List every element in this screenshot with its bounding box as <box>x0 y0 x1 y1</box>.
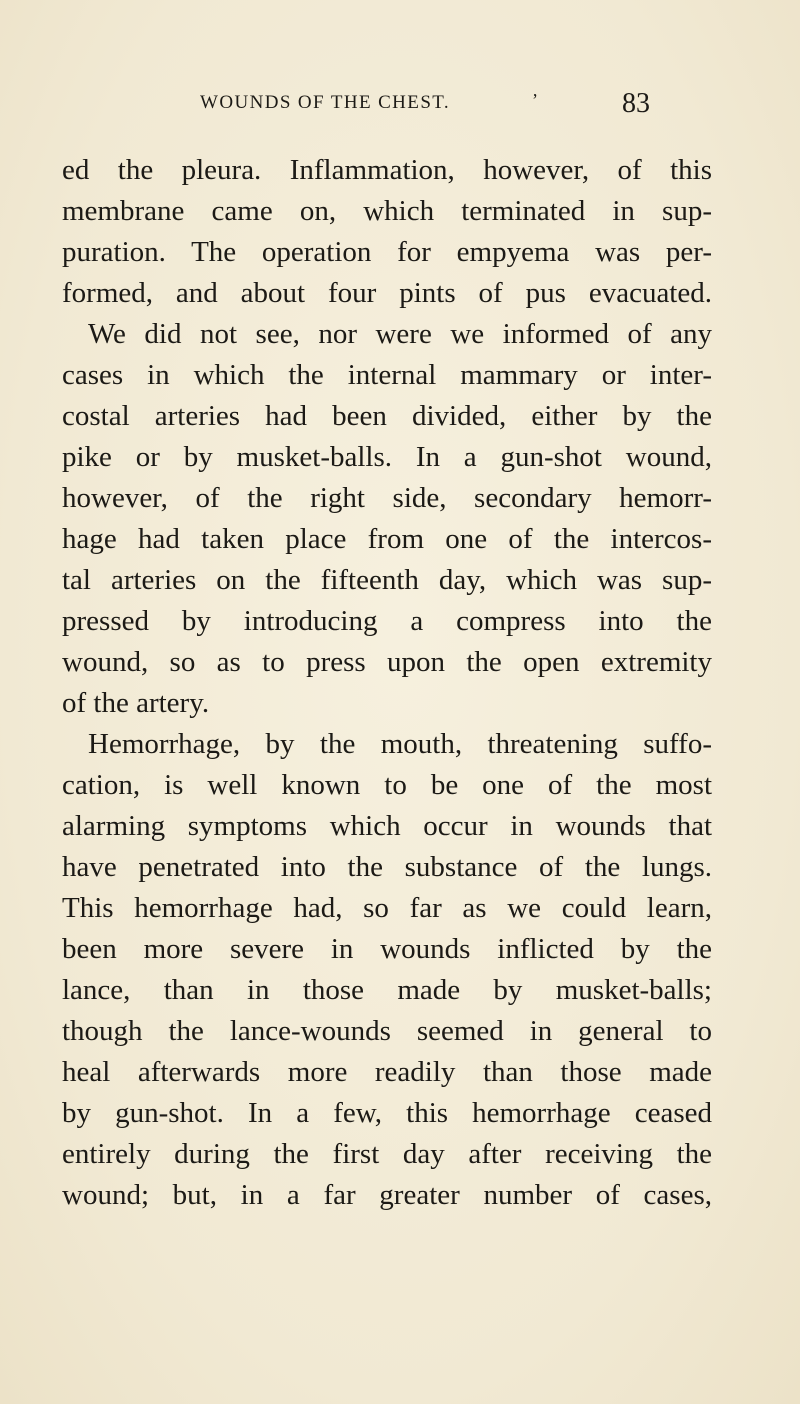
running-head <box>160 88 650 128</box>
text-line: entirely during the first day after receiving the <box>62 1138 712 1170</box>
text-line: costal arteries had been divided, either by the <box>62 400 712 432</box>
running-title: WOUNDS OF THE CHEST. <box>200 92 451 113</box>
text-line: though the lance-wounds seemed in general to <box>62 1015 712 1047</box>
text-line: however, of the right side, secondary hemorr- <box>62 482 712 514</box>
text-line: ed the pleura. Inflammation, however, of this <box>62 154 712 186</box>
text-line: membrane came on, which terminated in sup- <box>62 195 712 227</box>
text-line: cation, is well known to be one of the most <box>62 769 712 801</box>
page-number: 83 <box>622 88 650 119</box>
text-line: This hemorrhage had, so far as we could learn, <box>62 892 712 924</box>
text-line: wound; but, in a far greater number of cases, <box>62 1179 712 1211</box>
text-line: alarming symptoms which occur in wounds that <box>62 810 712 842</box>
text-line: We did not see, nor were we informed of any <box>88 318 712 350</box>
text-line: hage had taken place from one of the intercos- <box>62 523 712 555</box>
text-line: of the artery. <box>62 687 210 719</box>
text-line: wound, so as to press upon the open extremity <box>62 646 712 678</box>
text-line: cases in which the internal mammary or inter- <box>62 359 712 391</box>
text-line: been more severe in wounds inflicted by the <box>62 933 712 965</box>
text-line: formed, and about four pints of pus evacuated. <box>62 277 712 309</box>
text-line: tal arteries on the fifteenth day, which was sup- <box>62 564 712 596</box>
text-line: have penetrated into the substance of the lungs. <box>62 851 712 883</box>
text-line: Hemorrhage, by the mouth, threatening suffo- <box>88 728 712 760</box>
text-line: lance, than in those made by musket-balls; <box>62 974 712 1006</box>
running-head-mark: ’ <box>532 90 538 110</box>
text-line: heal afterwards more readily than those made <box>62 1056 712 1088</box>
text-line: by gun-shot. In a few, this hemorrhage ceased <box>62 1097 712 1129</box>
text-line: pressed by introducing a compress into the <box>62 605 712 637</box>
text-line: pike or by musket-balls. In a gun-shot wound, <box>62 441 712 473</box>
text-line: puration. The operation for empyema was per- <box>62 236 712 268</box>
body-text <box>62 150 712 1216</box>
